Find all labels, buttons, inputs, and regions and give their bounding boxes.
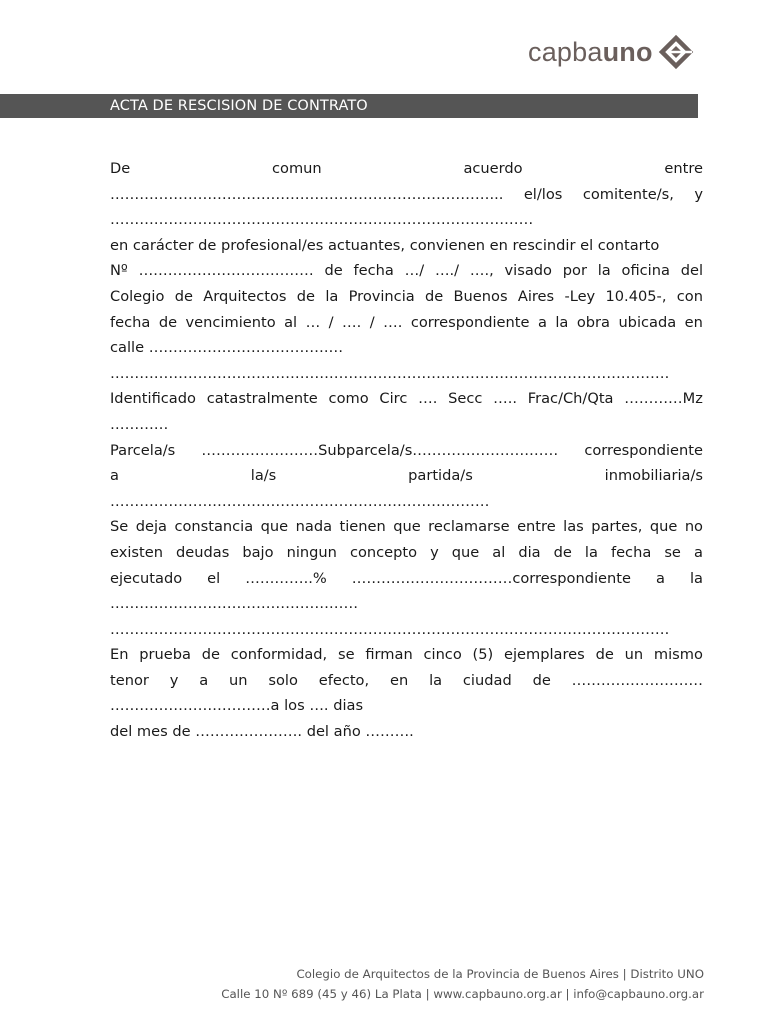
body-word: de <box>553 543 572 561</box>
body-word: tienen <box>339 518 386 536</box>
body-word: En <box>110 646 129 664</box>
body-word: y <box>694 185 703 203</box>
body-line <box>110 514 703 540</box>
logo-diamond-icon <box>656 32 696 72</box>
body-line: en carácter de profesional/es actuantes, convienen en rescindir el contarto <box>110 236 660 254</box>
logo-text-bold: uno <box>602 37 653 67</box>
body-line: …………………………………………………………………… <box>110 492 490 510</box>
body-word: prueba <box>139 646 191 664</box>
body-line <box>110 566 703 592</box>
body-word: Secc <box>448 390 483 408</box>
body-word: el <box>207 569 221 587</box>
body-word: de <box>201 646 220 664</box>
contract-body <box>110 156 703 745</box>
body-word: al <box>284 313 298 331</box>
body-word: como <box>328 390 369 408</box>
body-line: ……………………………………………………………………………………………………. <box>110 620 670 638</box>
body-word: no <box>684 518 703 536</box>
body-word: de <box>595 646 614 664</box>
body-word: constancia <box>174 518 254 536</box>
body-word: a <box>537 313 547 331</box>
logo-text-light: capba <box>528 37 603 67</box>
body-line: …………………………………………………………………………… <box>110 211 534 229</box>
body-word: comitente/s, <box>582 185 674 203</box>
body-word: ejecutado <box>110 569 183 587</box>
capbauno-logo <box>528 32 696 72</box>
body-word: dia <box>518 543 541 561</box>
body-word: Buenos <box>453 287 508 305</box>
document-title: ACTA DE RESCISION DE CONTRATO <box>110 98 368 114</box>
body-word: De <box>110 160 131 177</box>
body-word: firman <box>365 646 413 664</box>
body-word: en <box>684 313 703 331</box>
body-word: ….. <box>493 390 518 408</box>
body-word: …. <box>383 313 403 331</box>
body-line <box>110 438 703 464</box>
body-word: comun <box>272 160 322 177</box>
body-word: a <box>199 671 209 689</box>
body-word: / <box>328 313 334 331</box>
body-word: …………..% <box>245 569 327 587</box>
body-word: catastralmente <box>206 390 318 408</box>
title-bar <box>0 94 698 118</box>
body-word: visado <box>504 262 552 280</box>
body-word: el/los <box>523 185 563 203</box>
logo-wordmark <box>528 32 653 72</box>
footer-contact: Calle 10 Nº 689 (45 y 46) La Plata | www.capbauno.org.ar | info@capbauno.org.ar <box>221 987 704 1001</box>
body-word: un <box>229 671 248 689</box>
body-line: ………… <box>110 415 169 433</box>
body-word: que <box>649 518 678 536</box>
body-word: un <box>624 646 644 664</box>
body-word: la <box>584 543 598 561</box>
body-word: Identificado <box>110 390 196 408</box>
body-word: entre <box>517 518 556 536</box>
body-word: Frac/Ch/Qta <box>527 390 614 408</box>
body-word: al <box>492 543 506 561</box>
body-word: la/s <box>250 467 277 485</box>
body-word: efecto, <box>318 671 370 689</box>
body-word: …./ <box>434 262 460 280</box>
body-line <box>110 642 703 668</box>
body-line <box>110 463 703 489</box>
body-word: la <box>597 262 611 280</box>
body-word: y <box>430 543 439 561</box>
body-line: …………………………………………… <box>110 595 359 613</box>
body-word: …., <box>469 262 494 280</box>
body-line: calle ……………………………….… <box>110 339 344 357</box>
body-word: reclamarse <box>428 518 510 536</box>
body-word: deja <box>135 518 167 536</box>
body-word: mismo <box>653 646 703 664</box>
body-word: … <box>305 313 321 331</box>
body-word: acuerdo <box>463 160 523 177</box>
body-word: Parcela/s <box>110 441 176 459</box>
body-word: entre <box>664 160 703 177</box>
body-word: ……………………… <box>571 671 703 689</box>
body-word: fecha <box>610 543 652 561</box>
body-word: vencimiento <box>185 313 276 331</box>
body-word: existen <box>110 543 163 561</box>
body-word: de <box>324 262 343 280</box>
body-word: concepto <box>349 543 418 561</box>
body-word: ejemplares <box>504 646 585 664</box>
body-word: cinco <box>423 646 462 664</box>
body-word: inmobiliaria/s <box>604 467 703 485</box>
body-word: partes, <box>591 518 643 536</box>
body-line <box>110 284 703 310</box>
body-word: a <box>655 569 665 587</box>
body-word: a <box>693 543 703 561</box>
body-word: tenor <box>110 671 149 689</box>
body-word: …. <box>418 390 438 408</box>
body-word: de <box>296 287 316 305</box>
body-word: Arquitectos <box>203 287 287 305</box>
body-word: oficina <box>621 262 670 280</box>
body-word: se <box>337 646 355 664</box>
body-word: las <box>563 518 584 536</box>
body-word: Circ <box>379 390 408 408</box>
body-word: a <box>110 467 119 485</box>
body-word: la <box>689 569 703 587</box>
body-word: del <box>680 262 703 280</box>
body-word: fecha <box>353 262 394 280</box>
body-word: la <box>555 313 569 331</box>
body-line <box>110 258 703 284</box>
body-word: de <box>532 671 551 689</box>
body-word: …………Mz <box>624 390 703 408</box>
body-word: ……………………………… <box>138 262 314 280</box>
body-line: del mes de …………………. del año ………. <box>110 723 414 741</box>
body-word: 10.405-, <box>605 287 667 305</box>
body-word: Nº <box>110 262 128 280</box>
body-word: ubicada <box>618 313 677 331</box>
footer-institution: Colegio de Arquitectos de la Provincia de Buenos Aires | Distrito UNO <box>296 967 704 981</box>
body-word: obra <box>576 313 610 331</box>
body-line: ……………………………………………………………………………………………………. <box>110 364 670 382</box>
body-word: por <box>562 262 587 280</box>
body-word: …. <box>342 313 362 331</box>
body-word: se <box>664 543 681 561</box>
body-word: nada <box>295 518 333 536</box>
body-word: la <box>429 671 443 689</box>
body-word: que <box>393 518 421 536</box>
body-word: de <box>425 287 444 305</box>
body-word: con <box>676 287 703 305</box>
body-word: partida/s <box>408 467 473 485</box>
body-word: -Ley <box>564 287 596 305</box>
body-word: correspondiente <box>410 313 530 331</box>
body-word: correspondiente <box>584 441 703 459</box>
body-word: que <box>451 543 480 561</box>
body-word: Provincia <box>348 287 415 305</box>
body-word: de <box>158 313 178 331</box>
body-line <box>110 310 703 336</box>
body-word: / <box>369 313 375 331</box>
body-word: ciudad <box>462 671 512 689</box>
body-word: que <box>260 518 289 536</box>
body-word: bajo <box>242 543 274 561</box>
body-line <box>110 182 703 208</box>
body-word: ningun <box>286 543 337 561</box>
body-word: fecha <box>110 313 151 331</box>
body-line: ……………………………a los …. dias <box>110 697 364 715</box>
body-word: solo <box>268 671 298 689</box>
body-word: ……………………Subparcela/s………………………… <box>201 441 559 459</box>
body-word: la <box>325 287 339 305</box>
body-word: deudas <box>176 543 230 561</box>
body-word: (5) <box>472 646 494 664</box>
body-word: Se <box>110 518 129 536</box>
body-word: ……………………………………………………………………... <box>110 185 504 203</box>
body-line <box>110 540 703 566</box>
body-line <box>110 668 703 694</box>
body-word: y <box>169 671 179 689</box>
body-word: …/ <box>404 262 425 280</box>
body-line <box>110 156 703 182</box>
body-word: conformidad, <box>230 646 328 664</box>
body-word: en <box>389 671 409 689</box>
body-word: Aires <box>517 287 555 305</box>
body-word: ……………………………correspondiente <box>351 569 631 587</box>
body-word: de <box>174 287 193 305</box>
body-word: Colegio <box>110 287 165 305</box>
body-line <box>110 386 703 412</box>
